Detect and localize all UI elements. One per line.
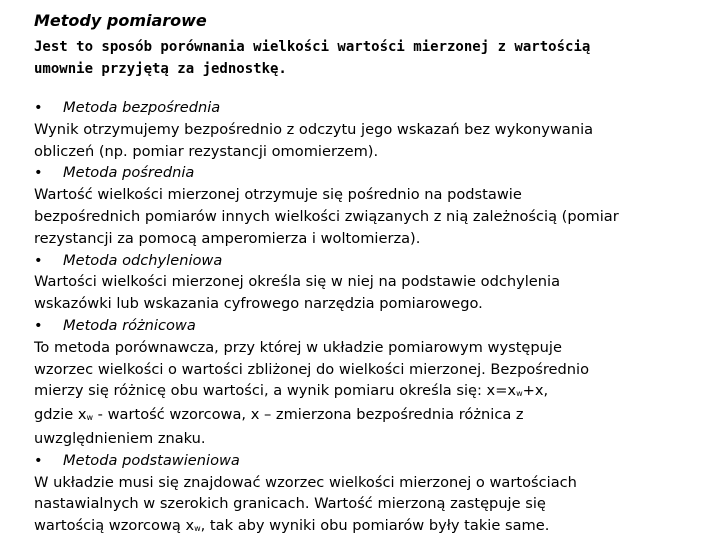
method-heading-text: Metoda bezpośrednia bbox=[63, 99, 221, 116]
bullet-icon: • bbox=[34, 164, 43, 182]
bullet-icon: • bbox=[34, 316, 43, 334]
formula-text: mierzy się różnicę obu wartości, a wynik pomiaru określa się: x=x bbox=[34, 382, 517, 400]
method-text-line: wskazówki lub wskazania cyfrowego narzędzia pomiarowego. bbox=[34, 295, 483, 313]
method-text-line: uwzględnieniem znaku. bbox=[34, 429, 206, 447]
methods-list bbox=[34, 97, 694, 539]
method-text-line: To metoda porównawcza, przy której w układzie pomiarowym występuje bbox=[34, 338, 562, 356]
formula-subscript: w bbox=[194, 524, 201, 534]
formula-text: wartością wzorcową x bbox=[34, 517, 195, 535]
intro-line: umownie przyjętą za jednostkę. bbox=[34, 61, 287, 77]
method-text-line: bezpośrednich pomiarów innych wielkości związanych z nią zależnością (pomiar bbox=[34, 207, 619, 225]
formula-subscript: w bbox=[86, 413, 94, 423]
method-heading bbox=[34, 450, 694, 472]
method-heading-text: Metoda pośrednia bbox=[63, 164, 195, 182]
method-text-line: nastawialnych w szerokich granicach. Wartość mierzoną zastępuje się bbox=[34, 495, 546, 513]
intro-definition bbox=[34, 36, 694, 80]
method-text-line: W układzie musi się znajdować wzorzec wielkości mierzonej o wartościach bbox=[34, 473, 577, 491]
formula-text: +x, bbox=[522, 382, 549, 400]
method-text-line bbox=[34, 404, 694, 428]
method-text-line: Wartości wielkości mierzonej określa się w niej na podstawie odchylenia bbox=[34, 273, 561, 291]
method-heading-text: Metoda odchyleniowa bbox=[63, 251, 223, 269]
bullet-icon: • bbox=[34, 451, 43, 469]
method-heading bbox=[34, 162, 694, 184]
formula-subscript: w bbox=[516, 389, 523, 399]
method-text-line bbox=[34, 515, 694, 539]
method-text-line: Wynik otrzymujemy bezpośrednio z odczytu jego wskazań bez wykonywania bbox=[34, 120, 594, 138]
method-text-line bbox=[34, 380, 694, 404]
slide-title: Metody pomiarowe bbox=[34, 11, 207, 30]
method-heading bbox=[34, 97, 694, 119]
method-heading-text: Metoda podstawieniowa bbox=[63, 451, 240, 469]
bullet-icon: • bbox=[34, 99, 43, 116]
method-heading bbox=[34, 315, 694, 337]
formula-text: , tak aby wyniki obu pomiarów były takie same. bbox=[200, 517, 550, 535]
method-heading-text: Metoda różnicowa bbox=[63, 316, 196, 334]
method-text-line: Wartość wielkości mierzonej otrzymuje się pośrednio na podstawie bbox=[34, 186, 522, 204]
formula-text: - wartość wzorcowa, x – zmierzona bezpośrednia różnica z bbox=[93, 406, 524, 424]
method-text-line: obliczeń (np. pomiar rezystancji omomierzem). bbox=[34, 142, 379, 160]
method-text-line: wzorzec wielkości o wartości zbliżonej do wielkości mierzonej. Bezpośrednio bbox=[34, 360, 590, 378]
intro-line: Jest to sposób porównania wielkości wartości mierzonej z wartością bbox=[34, 39, 591, 55]
method-heading bbox=[34, 250, 694, 272]
formula-text: gdzie x bbox=[34, 406, 87, 424]
method-text-line: rezystancji za pomocą amperomierza i woltomierza). bbox=[34, 229, 421, 247]
bullet-icon: • bbox=[34, 251, 43, 269]
